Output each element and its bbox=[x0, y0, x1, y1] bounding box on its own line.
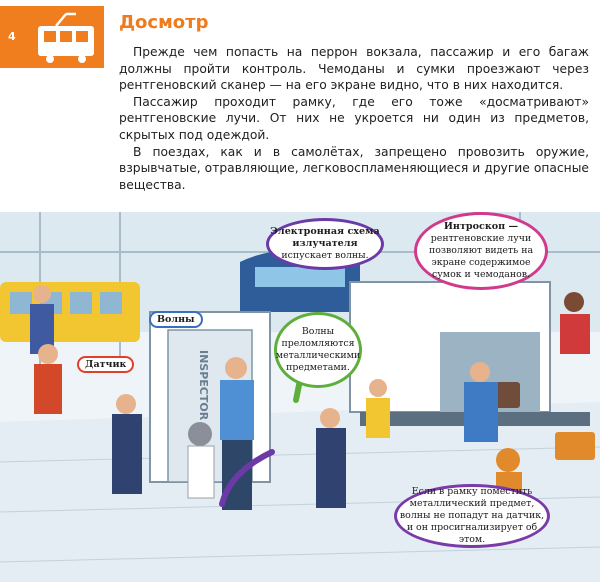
emitter-callout-title: Электронная схема излучателя bbox=[270, 226, 380, 249]
article-text bbox=[119, 44, 589, 193]
introscope-callout-text: рентгеновские лучи позволяют видеть на экране содержимое сумок и чемоданов. bbox=[428, 233, 534, 280]
tram-icon bbox=[22, 12, 102, 66]
sensor-label: Датчик bbox=[77, 356, 134, 373]
page-number: 4 bbox=[8, 30, 16, 43]
waves-label: Волны bbox=[149, 311, 203, 328]
paragraph: В поездах, как и в самолётах, запрещено провозить оружие, взрывчатые, отравляющие, легковоспламеняющиеся и другие опасные вещества. bbox=[119, 144, 589, 192]
emitter-callout-text: испускает волны. bbox=[281, 250, 369, 261]
page-title: Досмотр bbox=[119, 12, 209, 33]
frame-callout bbox=[394, 484, 550, 548]
paragraph: Пассажир проходит рамку, где его тоже «досматривают» рентгеновские лучи. От них не укроется ни один из предметов, скрытых под одеждой. bbox=[119, 94, 589, 142]
paragraph: Прежде чем попасть на перрон вокзала, пассажир и его багаж должны пройти контроль. Чемоданы и сумки проезжают через рентгеновский сканер — на его экране видно, что в них находится. bbox=[119, 45, 589, 93]
inspector-sign: INSPECTOR bbox=[197, 350, 210, 421]
frame-callout-text: Если в рамку поместить металлический предмет, волны не попадут на датчик, и он просигнализирует об этом. bbox=[399, 486, 545, 545]
waves-callout-text: Волны преломляются металлическими предметами. bbox=[275, 326, 361, 373]
waves-callout bbox=[274, 312, 362, 388]
chapter-badge bbox=[0, 6, 104, 68]
emitter-callout bbox=[266, 218, 384, 270]
introscope-callout bbox=[414, 212, 548, 290]
introscope-callout-title: Интроскоп — bbox=[443, 221, 519, 232]
